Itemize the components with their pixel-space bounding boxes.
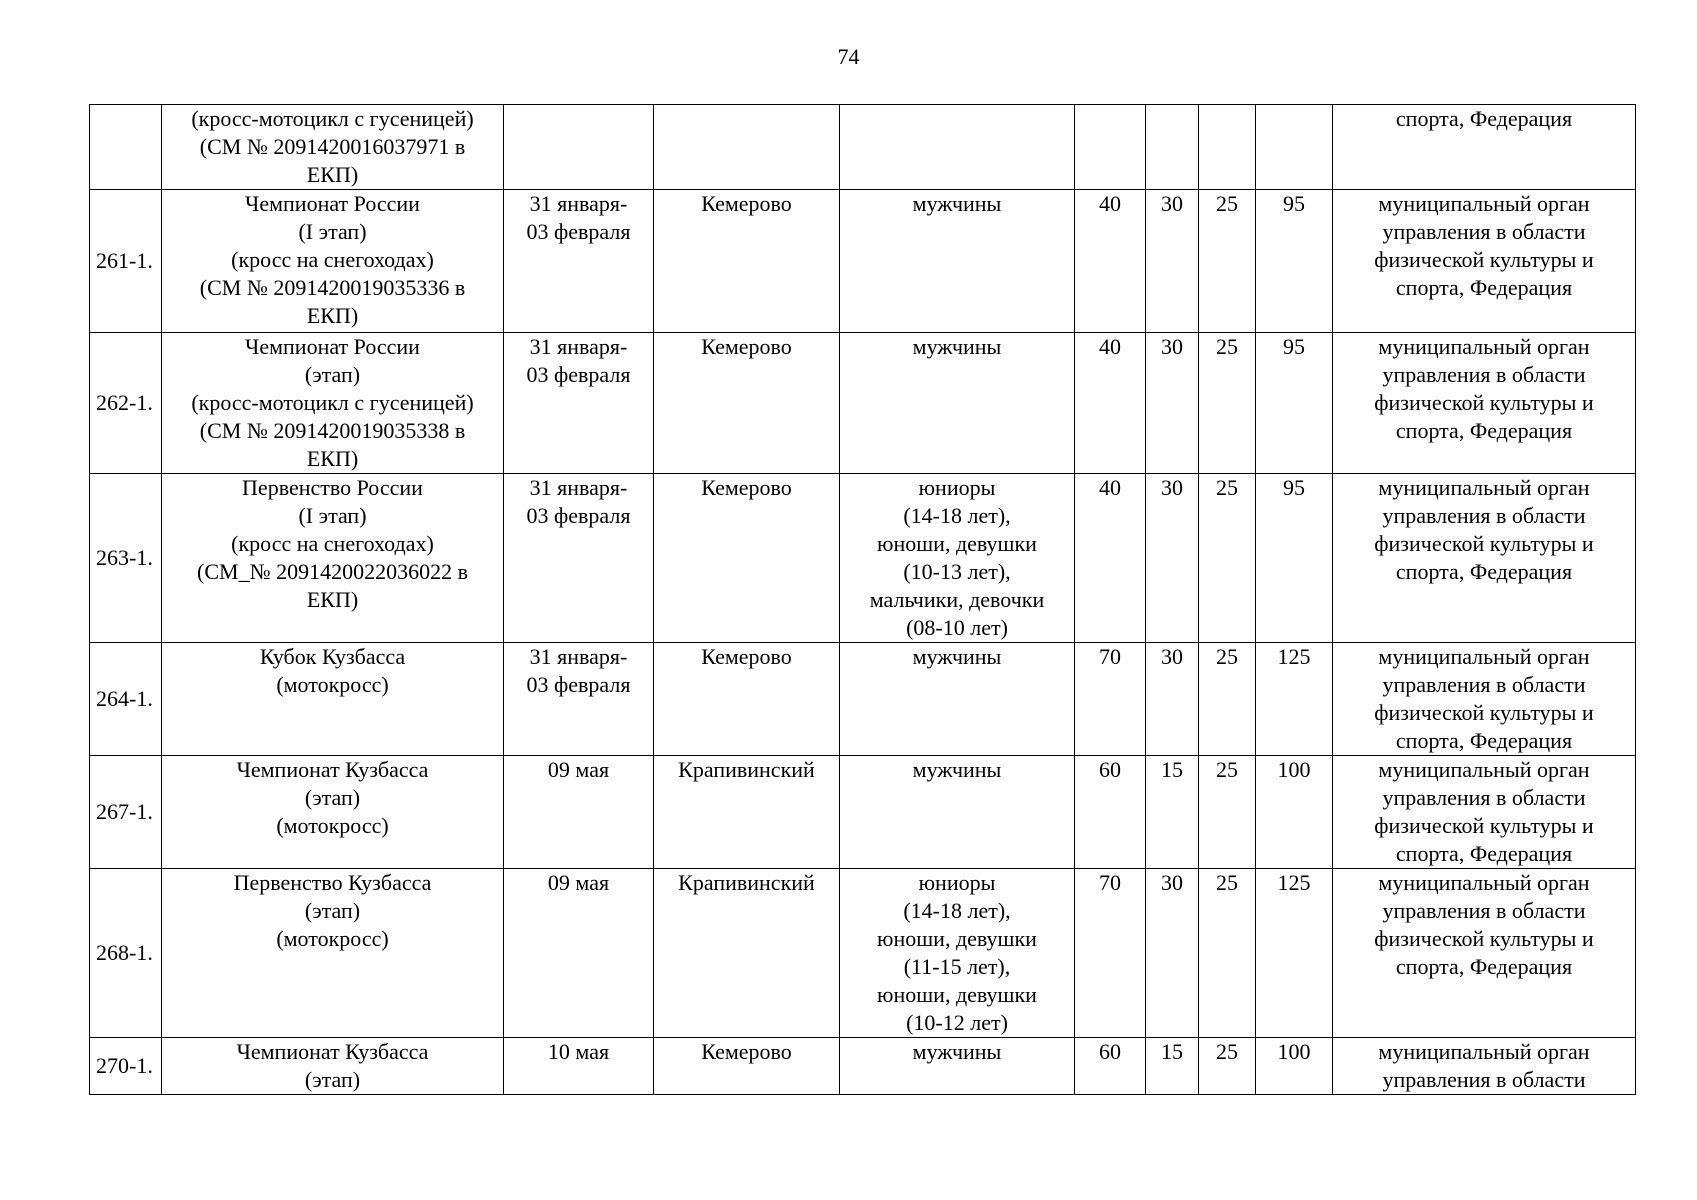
event-date: 09 мая xyxy=(504,756,654,869)
row-number: 267-1. xyxy=(90,756,162,869)
row-number: 268-1. xyxy=(90,869,162,1038)
table-row xyxy=(90,1038,1636,1095)
event-date: 31 января- 03 февраля xyxy=(504,190,654,333)
row-number: 262-1. xyxy=(90,333,162,474)
page-number: 74 xyxy=(837,44,860,69)
event-date xyxy=(504,105,654,190)
event-name: Первенство России (I этап) (кросс на снегоходах) (СМ_№ 2091420022036022 в ЕКП) xyxy=(162,474,504,643)
event-participants: мужчины xyxy=(840,756,1075,869)
event-name: Первенство Кузбасса (этап) (мотокросс) xyxy=(162,869,504,1038)
row-number: 264-1. xyxy=(90,643,162,756)
count-1: 40 xyxy=(1075,333,1146,474)
event-participants xyxy=(840,105,1075,190)
row-number: 270-1. xyxy=(90,1038,162,1095)
count-2: 30 xyxy=(1146,333,1199,474)
event-date: 09 мая xyxy=(504,869,654,1038)
event-organizer: спорта, Федерация xyxy=(1333,105,1636,190)
count-3: 25 xyxy=(1199,869,1256,1038)
count-2: 15 xyxy=(1146,756,1199,869)
event-name: Чемпионат России (этап) (кросс-мотоцикл с гусеницей) (СМ № 2091420019035338 в ЕКП) xyxy=(162,333,504,474)
event-place: Крапивинский xyxy=(654,869,840,1038)
event-participants: мужчины xyxy=(840,1038,1075,1095)
count-3: 25 xyxy=(1199,756,1256,869)
event-place: Крапивинский xyxy=(654,756,840,869)
count-3: 25 xyxy=(1199,474,1256,643)
event-name: (кросс-мотоцикл с гусеницей) (СМ № 2091420016037971 в ЕКП) xyxy=(162,105,504,190)
event-place: Кемерово xyxy=(654,333,840,474)
event-place: Кемерово xyxy=(654,1038,840,1095)
count-3 xyxy=(1199,105,1256,190)
table-row xyxy=(90,869,1636,1038)
event-name: Чемпионат Кузбасса (этап) xyxy=(162,1038,504,1095)
count-1: 40 xyxy=(1075,190,1146,333)
count-1: 60 xyxy=(1075,756,1146,869)
event-organizer: муниципальный орган управления в области xyxy=(1333,1038,1636,1095)
event-organizer: муниципальный орган управления в области физической культуры и спорта, Федерация xyxy=(1333,474,1636,643)
event-date: 31 января- 03 февраля xyxy=(504,474,654,643)
count-2: 30 xyxy=(1146,190,1199,333)
count-2 xyxy=(1146,105,1199,190)
row-number: 261-1. xyxy=(90,190,162,333)
count-total: 95 xyxy=(1256,333,1333,474)
event-organizer: муниципальный орган управления в области физической культуры и спорта, Федерация xyxy=(1333,756,1636,869)
count-1: 70 xyxy=(1075,869,1146,1038)
row-number: 263-1. xyxy=(90,474,162,643)
event-participants: юниоры (14-18 лет), юноши, девушки (10-13 лет), мальчики, девочки (08-10 лет) xyxy=(840,474,1075,643)
count-total xyxy=(1256,105,1333,190)
count-3: 25 xyxy=(1199,643,1256,756)
count-1: 70 xyxy=(1075,643,1146,756)
count-2: 30 xyxy=(1146,643,1199,756)
count-1: 60 xyxy=(1075,1038,1146,1095)
event-name: Чемпионат России (I этап) (кросс на снегоходах) (СМ № 2091420019035336 в ЕКП) xyxy=(162,190,504,333)
table-row xyxy=(90,105,1636,190)
count-total: 100 xyxy=(1256,1038,1333,1095)
event-participants: мужчины xyxy=(840,190,1075,333)
count-3: 25 xyxy=(1199,190,1256,333)
table-row xyxy=(90,756,1636,869)
count-total: 100 xyxy=(1256,756,1333,869)
count-total: 125 xyxy=(1256,869,1333,1038)
table-row xyxy=(90,333,1636,474)
event-place: Кемерово xyxy=(654,474,840,643)
count-2: 15 xyxy=(1146,1038,1199,1095)
count-2: 30 xyxy=(1146,474,1199,643)
event-place: Кемерово xyxy=(654,190,840,333)
event-organizer: муниципальный орган управления в области физической культуры и спорта, Федерация xyxy=(1333,643,1636,756)
event-name: Кубок Кузбасса (мотокросс) xyxy=(162,643,504,756)
count-total: 125 xyxy=(1256,643,1333,756)
event-name: Чемпионат Кузбасса (этап) (мотокросс) xyxy=(162,756,504,869)
event-place xyxy=(654,105,840,190)
event-date: 31 января- 03 февраля xyxy=(504,333,654,474)
count-3: 25 xyxy=(1199,333,1256,474)
table-row xyxy=(90,643,1636,756)
count-total: 95 xyxy=(1256,474,1333,643)
event-place: Кемерово xyxy=(654,643,840,756)
count-1 xyxy=(1075,105,1146,190)
events-table xyxy=(89,104,1636,1095)
count-total: 95 xyxy=(1256,190,1333,333)
event-participants: мужчины xyxy=(840,643,1075,756)
count-2: 30 xyxy=(1146,869,1199,1038)
event-organizer: муниципальный орган управления в области физической культуры и спорта, Федерация xyxy=(1333,869,1636,1038)
event-organizer: муниципальный орган управления в области физической культуры и спорта, Федерация xyxy=(1333,190,1636,333)
table-row xyxy=(90,190,1636,333)
event-participants: мужчины xyxy=(840,333,1075,474)
count-1: 40 xyxy=(1075,474,1146,643)
event-date: 10 мая xyxy=(504,1038,654,1095)
count-3: 25 xyxy=(1199,1038,1256,1095)
event-organizer: муниципальный орган управления в области физической культуры и спорта, Федерация xyxy=(1333,333,1636,474)
row-number xyxy=(90,105,162,190)
event-participants: юниоры (14-18 лет), юноши, девушки (11-15 лет), юноши, девушки (10-12 лет) xyxy=(840,869,1075,1038)
table-row xyxy=(90,474,1636,643)
event-date: 31 января- 03 февраля xyxy=(504,643,654,756)
